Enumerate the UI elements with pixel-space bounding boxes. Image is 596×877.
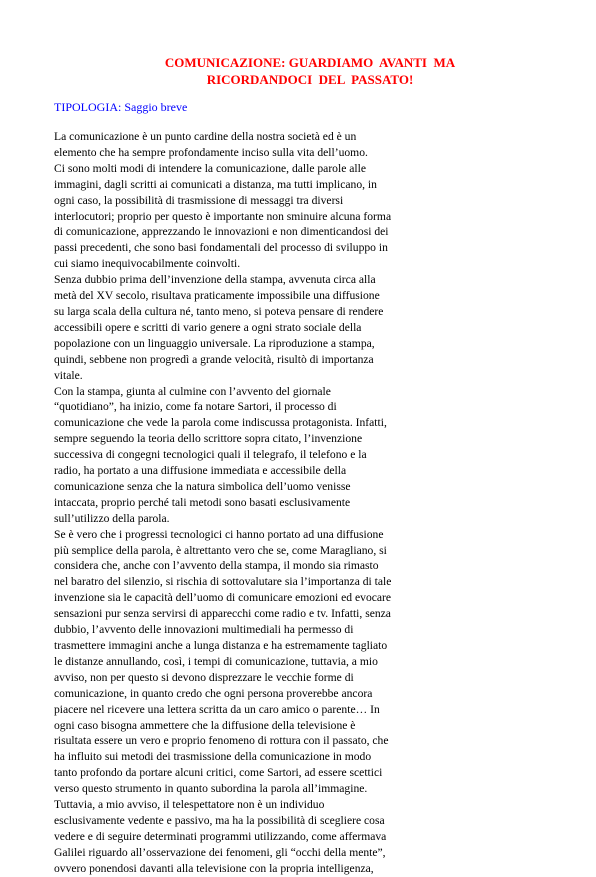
text-line: intaccata, proprio perché tali metodi sono basati esclusivamente — [54, 495, 351, 509]
text-line: piacere nel ricevere una lettera scritta da un caro amico o parente… In — [54, 702, 380, 716]
text-line: elemento che ha sempre profondamente inciso sulla vita dell’uomo. — [54, 145, 368, 159]
text-line: dubbio, l’avvento delle innovazioni multimediali ha permesso di — [54, 623, 354, 637]
text-line: passi precedenti, che sono basi fondamentali del processo di sviluppo in — [54, 241, 388, 255]
text-line: su larga scala della cultura né, tanto meno, si poteva pensare di rendere — [54, 304, 384, 318]
text-line: invenzione sia le capacità dell’uomo di comunicare emozioni ed evocare — [54, 591, 392, 605]
text-line: Galilei riguardo all’osservazione dei fenomeni, gli “occhi della mente”, — [54, 845, 386, 859]
text-line: sensazioni pur senza servirsi di apparecchi come radio e tv. Infatti, senza — [54, 607, 391, 621]
text-line: cui siamo inequivocabilmente coinvolti. — [54, 257, 241, 271]
text-line: risultata essere un vero e proprio fenomeno di rottura con il passato, che — [54, 734, 389, 748]
page-title — [120, 54, 500, 88]
text-line: accessibili opere e scritti di vario genere a ogni strato sociale della — [54, 320, 362, 334]
text-line: radio, ha portato a una diffusione immediata e accessibile della — [54, 464, 347, 478]
text-line: ogni caso, la possibilità di trasmissione di messaggi tra diversi — [54, 193, 344, 207]
text-line: più semplice della parola, è altrettanto vero che se, come Maragliano, si — [54, 543, 387, 557]
text-line: avviso, non per questo si devono disprezzare le vecchie forme di — [54, 670, 354, 684]
text-line: sempre seguendo la teoria dello scrittore sopra citato, l’invenzione — [54, 432, 363, 446]
essay-body — [54, 129, 414, 877]
text-line: esclusivamente vedente e passivo, ma ha la possibilità di scegliere cosa — [54, 813, 385, 827]
text-line: “quotidiano”, ha inizio, come fa notare Sartori, il processo di — [54, 400, 337, 414]
text-line: metà del XV secolo, risultava praticamente impossibile una diffusione — [54, 289, 380, 303]
text-line: ha influito sui metodi dei trasmissione della comunicazione in modo — [54, 750, 372, 764]
text-line: comunicazione senza che la natura simbolica dell’uomo venisse — [54, 479, 351, 493]
text-line: vitale. — [54, 368, 83, 382]
text-line: le distanze annullando, così, i tempi di comunicazione, tuttavia, a mio — [54, 654, 378, 668]
text-line: Ci sono molti modi di intendere la comunicazione, dalle parole alle — [54, 161, 366, 175]
text-line: Se è vero che i progressi tecnologici ci hanno portato ad una diffusione — [54, 527, 384, 541]
text-line: considera che, anche con l’avvento della stampa, il mondo sia rimasto — [54, 559, 379, 573]
text-line: sull’utilizzo della parola. — [54, 511, 170, 525]
text-line: vedere e di seguire determinati programmi utilizzando, come affermava — [54, 829, 387, 843]
text-line: interlocutori; proprio per questo è importante non sminuire alcuna forma — [54, 209, 392, 223]
text-line: Senza dubbio prima dell’invenzione della stampa, avvenuta circa alla — [54, 273, 376, 287]
text-line: Con la stampa, giunta al culmine con l’avvento del giornale — [54, 384, 331, 398]
text-line: tanto profondo da portare alcuni critici, come Sartori, ad essere scettici — [54, 766, 383, 780]
text-line: successiva di congegni tecnologici quali il telegrafo, il telefono e la — [54, 448, 367, 462]
text-line: verso questo strumento in quanto subordina la parola all’immagine. — [54, 782, 368, 796]
title-line-1: COMUNICAZIONE: GUARDIAMO AVANTI MA — [164, 55, 456, 70]
text-line: ogni caso bisogna ammettere che la diffusione della televisione è — [54, 718, 356, 732]
text-line: comunicazione che vede la parola come indiscussa protagonista. Infatti, — [54, 416, 387, 430]
text-line: nel baratro del silenzio, si rischia di sottovalutare sia l’importanza di tale — [54, 575, 392, 589]
tipologia-label: TIPOLOGIA: Saggio breve — [54, 100, 188, 114]
text-line: immagini, dagli scritti ai comunicati a distanza, ma tutti implicano, in — [54, 177, 377, 191]
text-line: comunicazione, in quanto credo che ogni persona proverebbe ancora — [54, 686, 373, 700]
text-line: La comunicazione è un punto cardine della nostra società ed è un — [54, 130, 357, 143]
text-line: quindi, sebbene non progredì a grande velocità, risultò di importanza — [54, 352, 374, 366]
text-line: ovvero ponendosi davanti alla televisione con la propria intelligenza, — [54, 861, 374, 875]
text-line: trasmettere immagini anche a lunga distanza e ha estremamente tagliato — [54, 639, 388, 652]
title-line-2: RICORDANDOCI DEL PASSATO! — [206, 72, 414, 87]
text-line: popolazione con un linguaggio universale. La riproduzione a stampa, — [54, 336, 375, 350]
text-line: di comunicazione, apprezzando le innovazioni e non dimenticandosi dei — [54, 225, 389, 239]
text-line: Tuttavia, a mio avviso, il telespettatore non è un individuo — [54, 798, 325, 812]
